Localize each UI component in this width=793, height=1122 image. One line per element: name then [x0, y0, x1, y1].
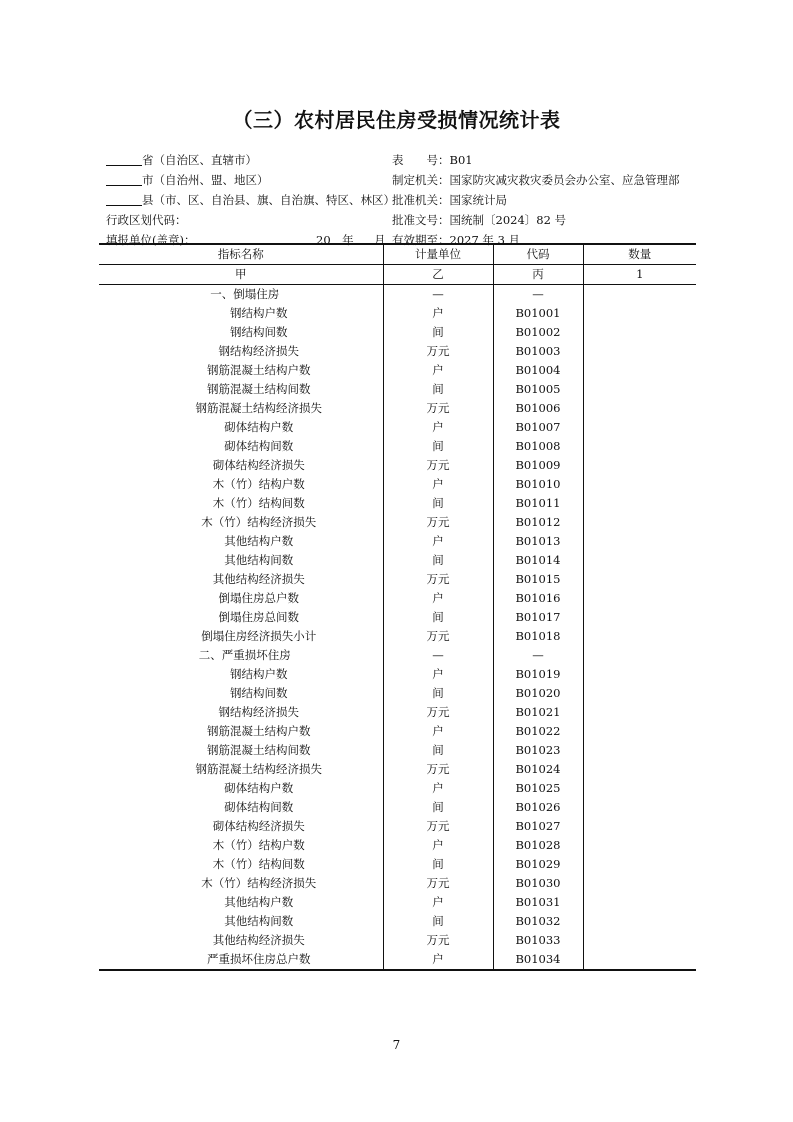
code-cell: B01029 [493, 855, 583, 874]
table-row [99, 798, 696, 817]
quantity-cell[interactable] [583, 893, 696, 912]
code-cell: — [493, 646, 583, 665]
unit-cell: 间 [383, 380, 493, 399]
table-row [99, 646, 696, 665]
table-row [99, 513, 696, 532]
unit-cell: 间 [383, 323, 493, 342]
quantity-cell[interactable] [583, 551, 696, 570]
table-row [99, 285, 696, 305]
table-row [99, 722, 696, 741]
code-cell: B01021 [493, 703, 583, 722]
table-row [99, 779, 696, 798]
quantity-cell[interactable] [583, 589, 696, 608]
table-row [99, 608, 696, 627]
indicator-name-cell: 木（竹）结构间数 [212, 496, 305, 510]
indicator-name-cell: 钢筋混凝土结构经济损失 [195, 401, 322, 415]
col-marker-quantity: 1 [583, 265, 696, 285]
table-row [99, 950, 696, 970]
quantity-cell[interactable] [583, 475, 696, 494]
quantity-cell[interactable] [583, 836, 696, 855]
unit-cell: 户 [383, 532, 493, 551]
code-cell: B01013 [493, 532, 583, 551]
col-marker-code: 丙 [493, 265, 583, 285]
code-cell: B01002 [493, 323, 583, 342]
table-row [99, 760, 696, 779]
indicator-name-cell: 钢筋混凝土结构户数 [207, 363, 311, 377]
code-cell: B01014 [493, 551, 583, 570]
unit-cell: 间 [383, 684, 493, 703]
unit-cell: 户 [383, 418, 493, 437]
table-row [99, 418, 696, 437]
quantity-cell[interactable] [583, 627, 696, 646]
table-row [99, 684, 696, 703]
indicator-name-cell: 钢结构经济损失 [218, 344, 299, 358]
quantity-cell[interactable] [583, 817, 696, 836]
unit-cell: 户 [383, 722, 493, 741]
table-row [99, 475, 696, 494]
unit-cell: 间 [383, 912, 493, 931]
code-cell: B01008 [493, 437, 583, 456]
code-cell: B01032 [493, 912, 583, 931]
quantity-cell[interactable] [583, 722, 696, 741]
quantity-cell[interactable] [583, 684, 696, 703]
indicator-name-cell: 钢结构经济损失 [218, 705, 299, 719]
city-blank [106, 172, 142, 186]
code-cell: B01003 [493, 342, 583, 361]
indicator-name-cell: 砌体结构经济损失 [212, 819, 305, 833]
table-row [99, 551, 696, 570]
table-row [99, 570, 696, 589]
province-line [106, 150, 391, 170]
indicator-name-cell: 其他结构经济损失 [212, 572, 305, 586]
code-cell: B01016 [493, 589, 583, 608]
indicator-name-cell: 其他结构间数 [224, 914, 294, 928]
province-label: 省（自治区、直辖市） [142, 153, 257, 167]
table-row [99, 437, 696, 456]
fill-unit-label: 填报单位(盖章)： [106, 233, 196, 247]
table-row [99, 304, 696, 323]
code-cell: B01018 [493, 627, 583, 646]
unit-cell: — [383, 646, 493, 665]
indicator-name-cell: 木（竹）结构经济损失 [201, 515, 317, 529]
table-row [99, 323, 696, 342]
page-number: 7 [392, 1038, 401, 1052]
indicator-name-cell: 木（竹）结构户数 [212, 477, 305, 491]
indicator-name-cell: 钢筋混凝土结构间数 [207, 743, 311, 757]
table-row [99, 912, 696, 931]
code-cell: B01007 [493, 418, 583, 437]
indicator-name-cell: 其他结构户数 [224, 534, 294, 548]
code-cell: B01028 [493, 836, 583, 855]
quantity-cell[interactable] [583, 570, 696, 589]
unit-cell: 间 [383, 741, 493, 760]
county-blank [106, 192, 142, 206]
quantity-cell[interactable] [583, 760, 696, 779]
table-row [99, 361, 696, 380]
code-cell: B01009 [493, 456, 583, 475]
fill-year: 20 年 [316, 233, 354, 247]
code-cell: B01015 [493, 570, 583, 589]
county-line [106, 190, 395, 210]
indicator-name-cell: 其他结构间数 [224, 553, 294, 567]
approval-number: 批准文号：国统制〔2024〕82 号 [392, 213, 567, 227]
code-cell: B01033 [493, 931, 583, 950]
indicator-name-cell: 倒塌住房总间数 [218, 610, 299, 624]
indicator-name-cell: 砌体结构间数 [224, 800, 294, 814]
table-row [99, 532, 696, 551]
indicator-name-cell: 钢筋混凝土结构间数 [207, 382, 311, 396]
col-header-name: 指标名称 [99, 244, 383, 265]
issuing-authority: 制定机关：国家防灾减灾救灾委员会办公室、应急管理部 [392, 173, 680, 187]
code-cell: B01004 [493, 361, 583, 380]
unit-cell: 户 [383, 304, 493, 323]
indicator-name-cell: 钢结构户数 [230, 667, 288, 681]
indicator-name-cell: 砌体结构经济损失 [212, 458, 305, 472]
city-label: 市（自治州、盟、地区） [142, 173, 269, 187]
unit-cell: 间 [383, 437, 493, 456]
code-cell: B01011 [493, 494, 583, 513]
unit-cell: 户 [383, 475, 493, 494]
table-row [99, 456, 696, 475]
fill-month: 月 [374, 233, 386, 247]
indicator-name-cell: 木（竹）结构经济损失 [201, 876, 317, 890]
table-marker-row [99, 265, 696, 285]
indicator-name-cell: 严重损坏住房总户数 [99, 950, 383, 970]
table-row [99, 665, 696, 684]
code-cell: B01027 [493, 817, 583, 836]
unit-cell: 万元 [383, 513, 493, 532]
code-cell: B01022 [493, 722, 583, 741]
code-cell: B01023 [493, 741, 583, 760]
indicator-name-cell: 砌体结构户数 [224, 420, 294, 434]
table-row [99, 874, 696, 893]
quantity-cell[interactable] [583, 456, 696, 475]
indicator-name-cell: 倒塌住房总户数 [218, 591, 299, 605]
quantity-cell[interactable] [583, 361, 696, 380]
table-body [99, 285, 696, 971]
province-blank [106, 152, 142, 166]
unit-cell: — [383, 285, 493, 305]
code-cell: B01034 [493, 950, 583, 970]
quantity-cell[interactable] [583, 741, 696, 760]
quantity-cell[interactable] [583, 494, 696, 513]
indicator-name-cell: 钢结构户数 [230, 306, 288, 320]
unit-cell: 户 [383, 361, 493, 380]
col-marker-unit: 乙 [383, 265, 493, 285]
indicator-name-cell: 钢筋混凝土结构经济损失 [195, 762, 322, 776]
table-row [99, 703, 696, 722]
unit-cell: 万元 [383, 627, 493, 646]
code-cell: B01031 [493, 893, 583, 912]
quantity-cell[interactable] [583, 931, 696, 950]
table-row [99, 342, 696, 361]
unit-cell: 间 [383, 798, 493, 817]
header-right-block [392, 150, 692, 250]
indicator-name-cell: 木（竹）结构户数 [212, 838, 305, 852]
table-row [99, 380, 696, 399]
indicator-name-cell: 木（竹）结构间数 [212, 857, 305, 871]
col-header-code: 代码 [493, 244, 583, 265]
unit-cell: 间 [383, 551, 493, 570]
statistics-table [99, 243, 696, 971]
quantity-cell[interactable] [583, 608, 696, 627]
table-row [99, 589, 696, 608]
indicator-name-cell: 一、倒塌住房 [210, 287, 280, 301]
table-row [99, 399, 696, 418]
form-number: 表 号：B01 [392, 153, 473, 167]
header-left-block [106, 150, 395, 250]
quantity-cell[interactable] [583, 703, 696, 722]
unit-cell: 户 [383, 836, 493, 855]
table-row [99, 817, 696, 836]
division-code-label: 行政区划代码： [106, 213, 187, 227]
unit-cell: 万元 [383, 703, 493, 722]
col-marker-name: 甲 [99, 265, 383, 285]
quantity-cell[interactable] [583, 380, 696, 399]
unit-cell: 万元 [383, 456, 493, 475]
unit-cell: 万元 [383, 399, 493, 418]
unit-cell: 间 [383, 608, 493, 627]
indicator-name-cell: 砌体结构间数 [224, 439, 294, 453]
code-cell: B01017 [493, 608, 583, 627]
unit-cell: 户 [383, 665, 493, 684]
unit-cell: 户 [383, 779, 493, 798]
table-row [99, 627, 696, 646]
indicator-name-cell: 钢结构间数 [230, 325, 288, 339]
code-cell: B01026 [493, 798, 583, 817]
quantity-cell[interactable] [583, 646, 696, 665]
code-cell: B01019 [493, 665, 583, 684]
county-label: 县（市、区、自治县、旗、自治旗、特区、林区） [142, 193, 395, 207]
unit-cell: 万元 [383, 570, 493, 589]
quantity-cell[interactable] [583, 418, 696, 437]
code-cell: B01030 [493, 874, 583, 893]
table-header-row [99, 244, 696, 265]
page-title: （三）农村居民住房受损情况统计表 [232, 108, 561, 132]
code-cell: — [493, 285, 583, 305]
quantity-cell[interactable] [583, 437, 696, 456]
unit-cell: 户 [383, 893, 493, 912]
code-cell: B01020 [493, 684, 583, 703]
quantity-cell[interactable] [583, 304, 696, 323]
unit-cell: 万元 [383, 342, 493, 361]
indicator-name-cell: 其他结构经济损失 [212, 933, 305, 947]
indicator-name-cell: 倒塌住房经济损失小计 [201, 629, 317, 643]
table-row [99, 741, 696, 760]
unit-cell: 间 [383, 494, 493, 513]
quantity-cell[interactable] [583, 779, 696, 798]
quantity-cell[interactable] [583, 285, 696, 305]
division-code-line [106, 210, 391, 230]
quantity-cell[interactable] [583, 912, 696, 931]
code-cell: B01005 [493, 380, 583, 399]
unit-cell: 间 [383, 855, 493, 874]
col-header-quantity: 数量 [583, 244, 696, 265]
quantity-cell[interactable] [583, 323, 696, 342]
quantity-cell[interactable] [583, 399, 696, 418]
code-cell: B01006 [493, 399, 583, 418]
table-row [99, 893, 696, 912]
unit-cell: 万元 [383, 874, 493, 893]
indicator-name-cell: 二、严重损坏住房 [198, 648, 291, 662]
unit-cell: 万元 [383, 760, 493, 779]
code-cell: B01012 [493, 513, 583, 532]
quantity-cell[interactable] [583, 874, 696, 893]
unit-cell: 户 [383, 950, 493, 970]
city-line [106, 170, 391, 190]
quantity-cell[interactable] [583, 665, 696, 684]
indicator-name-cell: 砌体结构户数 [224, 781, 294, 795]
code-cell: B01024 [493, 760, 583, 779]
indicator-name-cell: 钢筋混凝土结构户数 [207, 724, 311, 738]
table-row [99, 931, 696, 950]
unit-cell: 户 [383, 589, 493, 608]
quantity-cell[interactable] [583, 855, 696, 874]
table-row [99, 836, 696, 855]
unit-cell: 万元 [383, 931, 493, 950]
table-row [99, 855, 696, 874]
indicator-name-cell: 其他结构户数 [224, 895, 294, 909]
quantity-cell[interactable] [583, 798, 696, 817]
code-cell: B01001 [493, 304, 583, 323]
col-header-unit: 计量单位 [383, 244, 493, 265]
approving-authority: 批准机关：国家统计局 [392, 193, 507, 207]
quantity-cell[interactable] [583, 513, 696, 532]
indicator-name-cell: 钢结构间数 [230, 686, 288, 700]
quantity-cell[interactable] [583, 532, 696, 551]
code-cell: B01025 [493, 779, 583, 798]
code-cell: B01010 [493, 475, 583, 494]
unit-cell: 万元 [383, 817, 493, 836]
quantity-cell[interactable] [583, 342, 696, 361]
table-row [99, 494, 696, 513]
valid-until: 有效期至：2027 年 3 月 [392, 233, 521, 247]
quantity-cell[interactable] [583, 950, 696, 970]
